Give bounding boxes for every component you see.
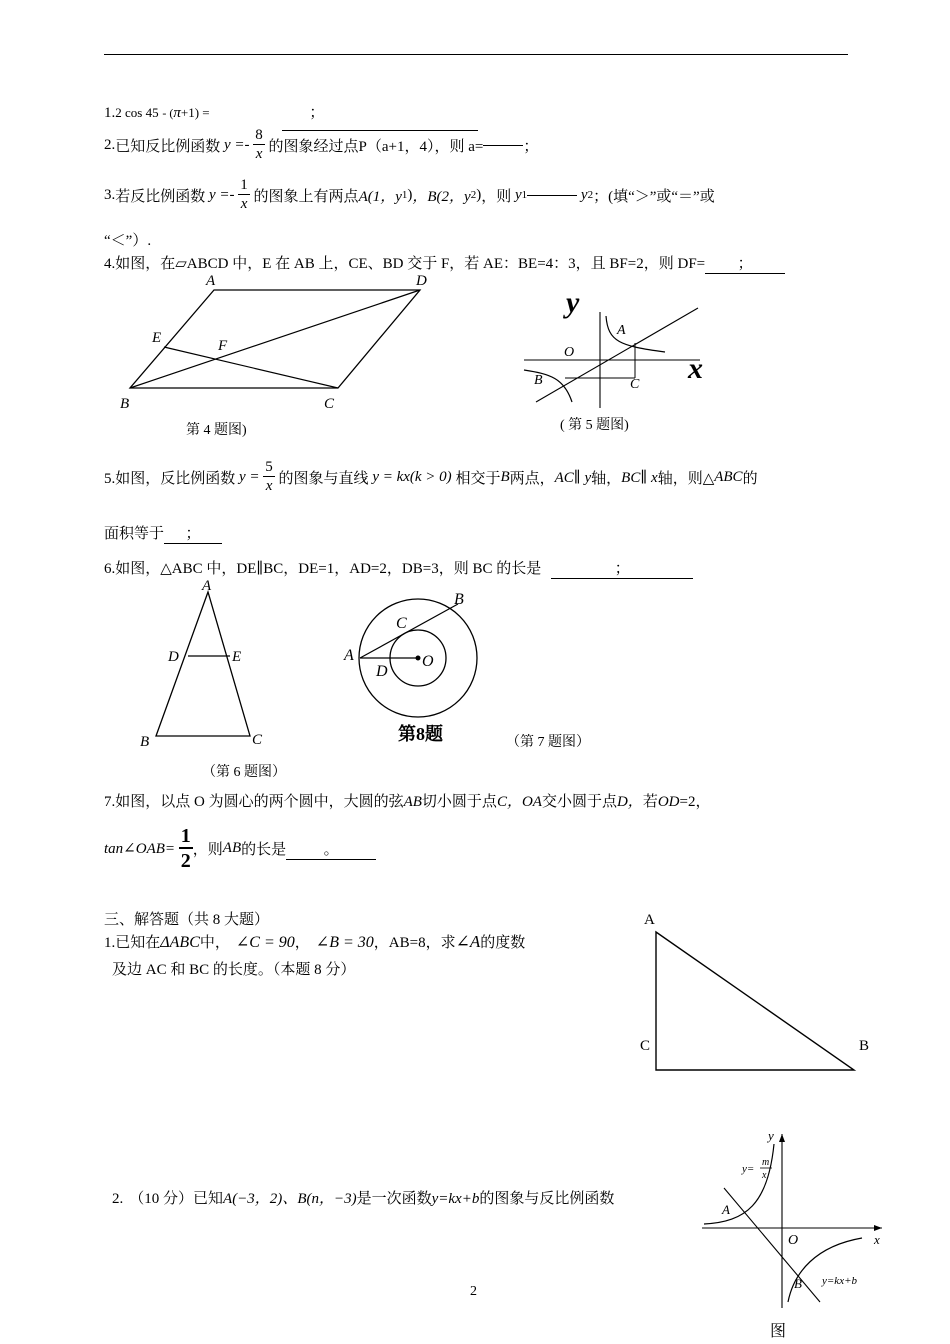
label-e: E: [152, 330, 162, 346]
question-2: 2.已知反比例函数 y =- $\frac{8}{x}$ 的图象经过点P（a+1，4），则 a= ；: [104, 127, 539, 162]
figure-5-graph: [520, 286, 735, 410]
label-o: O: [564, 345, 575, 360]
label-b: B: [454, 591, 464, 608]
question-3: 3.若反比例函数 y =- $\frac{1}{x}$ 的图象上有两点A(1，y1)，B(2，y2)，则 y1 y2；(填“＞”或“＝”或: [104, 177, 715, 212]
section-3-title: 三、解答题（共 8 大题）: [104, 912, 270, 928]
triangle-acb: [656, 932, 854, 1070]
hyperbola-branch-2: [524, 370, 572, 402]
figure-4-parallelogram: [118, 270, 448, 415]
label-c: C: [396, 615, 407, 632]
question-7: 7.如图，以点 O 为圆心的两个圆中，大圆的弦AB切小圆于点C，OA交小圆于点D，若OD=2，: [104, 794, 711, 810]
label-y: y: [566, 286, 580, 319]
page-number: 2: [470, 1284, 477, 1299]
label-f: F: [218, 338, 228, 354]
label-d: D: [416, 273, 427, 289]
label-o: O: [422, 653, 434, 670]
label-d: D: [168, 649, 179, 665]
label-c: C: [324, 396, 335, 412]
figure-4-caption: 第 4 题图): [186, 423, 247, 438]
question-6: 6.如图，△ABC 中，DE∥BC，DE=1，AD=2，DB=3，则 BC 的长是 ；: [104, 557, 693, 579]
label-m: m: [762, 1157, 770, 1168]
label-ykx: y=kx+b: [822, 1275, 857, 1287]
label-c: C: [640, 1038, 651, 1054]
label-a: A: [202, 578, 212, 594]
question-5: 5.如图，反比例函数 y = $\frac{5}{x}$ 的图象与直线 y = kx(k > 0) 相交于B两点，AC∥ y轴，BC∥ x轴，则△ABC的: [104, 459, 758, 494]
header-rule: [104, 54, 848, 55]
label-a: A: [617, 323, 626, 338]
label-a: A: [722, 1202, 730, 1217]
question-3-cont: “＜”）.: [104, 233, 152, 249]
figure-5-caption: ( 第 5 题图): [560, 418, 629, 433]
y-axis-arrow: [779, 1134, 785, 1142]
figure-q2-graph: [696, 1126, 896, 1311]
question-4: 4.如图，在▱ABCD 中，E 在 AB 上，CE、BD 交于 F，若 AE：BE=4：3，且 BF=2，则 DF= ；: [104, 252, 785, 274]
figure-right-triangle: [636, 908, 876, 1078]
label-a: A: [206, 273, 216, 289]
chord-ab: [360, 604, 458, 658]
label-x: x: [874, 1232, 880, 1247]
label-b: B: [859, 1038, 870, 1054]
label-o: O: [788, 1233, 799, 1248]
center-point: [416, 656, 421, 661]
figure-q2-caption: 图: [770, 1321, 787, 1340]
label-y: y: [768, 1128, 774, 1143]
section-3-q2: 2. （10 分）已知A(−3，2)、B(n，−3)是一次函数y=kx+b的图象与反比例函数: [112, 1189, 615, 1207]
figure-6-triangle: [136, 578, 276, 750]
label-b: B: [120, 396, 130, 412]
label-b: B: [794, 1276, 802, 1291]
label-a: A: [644, 912, 655, 928]
label-b: B: [140, 734, 150, 750]
hyperbola-branch-2: [788, 1238, 862, 1302]
label-e: E: [232, 649, 242, 665]
hyperbola-branch-1: [704, 1144, 774, 1224]
figure-6-caption: （第 6 题图）: [202, 765, 286, 780]
figure-7-caption: （第 7 题图）: [506, 735, 590, 750]
q2-rule: [282, 130, 478, 131]
line-kx-b: [724, 1188, 820, 1302]
label-x: x: [688, 352, 703, 385]
figure-title: 第8题: [398, 724, 443, 744]
label-ym: y=: [742, 1163, 755, 1175]
label-b: B: [534, 373, 543, 388]
section-3-q1-cont: 及边 AC 和 BC 的长度。（本题 8 分）: [112, 962, 356, 978]
label-c: C: [252, 732, 263, 748]
question-1: 1.2 cos 45 - (π+1) = ；: [104, 105, 325, 121]
x-axis-arrow: [874, 1225, 882, 1231]
label-a: A: [344, 647, 354, 664]
label-c: C: [630, 377, 640, 392]
question-5-cont: 面积等于 ；: [104, 522, 222, 544]
section-3-q1: 1.已知在ΔABC中， ∠C = 90， ∠B = 30，AB=8，求∠A的度数: [104, 932, 526, 951]
label-d: D: [376, 663, 388, 680]
figure-7-circles: [340, 582, 510, 747]
label-mx: x: [762, 1170, 767, 1181]
question-7-cont: tan∠OAB= $\frac{1}{2}$ ，则AB的长是 。: [104, 826, 376, 871]
